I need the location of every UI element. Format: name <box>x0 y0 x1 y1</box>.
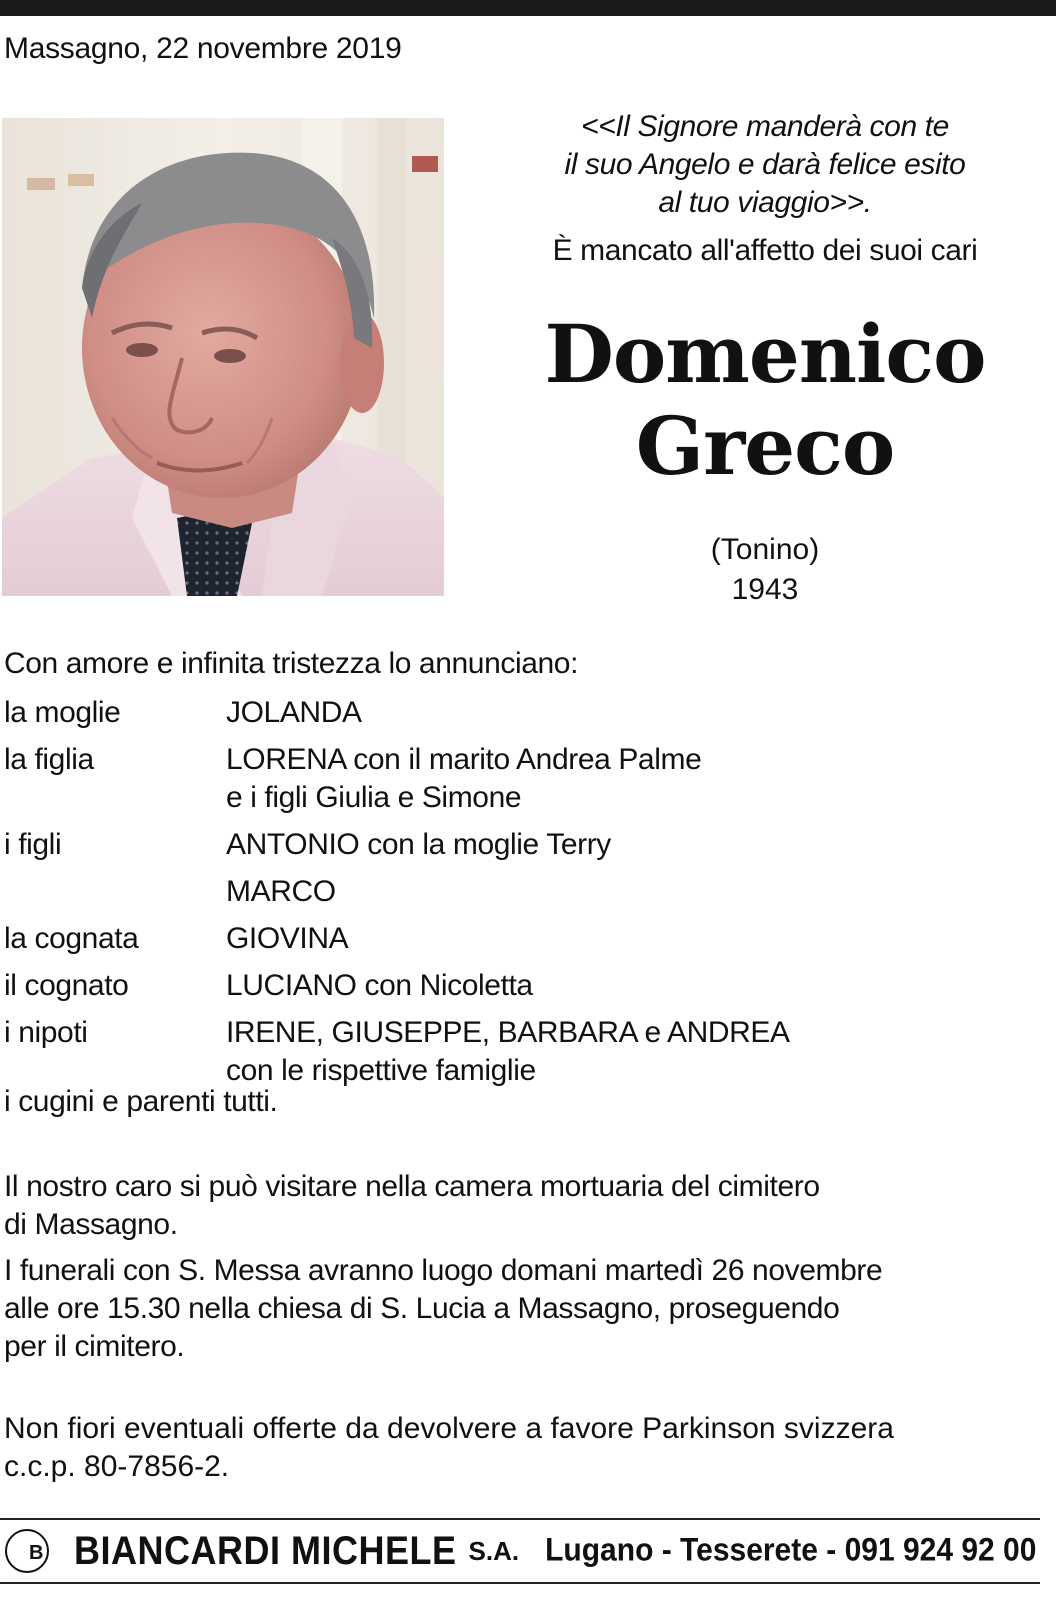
funeral-home-suffix: S.A. <box>468 1535 520 1566</box>
closing-line: i cugini e parenti tutti. <box>4 1085 278 1118</box>
family-row <box>4 741 1044 817</box>
family-relation: la moglie <box>4 696 121 729</box>
family-row <box>4 873 1044 911</box>
passed-away-text: È mancato all'affetto dei suoi cari <box>552 234 978 267</box>
visitation-paragraph <box>4 1168 1044 1244</box>
deceased-name <box>480 308 1050 492</box>
family-names <box>226 967 533 1005</box>
last-name: Greco <box>635 399 895 493</box>
family-row <box>4 920 1044 958</box>
family-names <box>226 826 611 864</box>
family-names <box>226 1014 790 1090</box>
family-name-line: GIOVINA <box>226 922 349 955</box>
nickname: (Tonino) <box>710 533 820 566</box>
family-relation <box>4 873 226 911</box>
place-date: Massagno, 22 novembre 2019 <box>4 32 402 65</box>
family-name-line: IRENE, GIUSEPPE, BARBARA e ANDREA <box>226 1016 790 1049</box>
family-names <box>226 873 336 911</box>
quote-line: il suo Angelo e darà felice esito <box>564 148 966 181</box>
funeral-home-logo-icon <box>2 1526 52 1576</box>
paragraph-line: Non fiori eventuali offerte da devolvere a favore Parkinson svizzera <box>4 1412 894 1445</box>
family-row <box>4 967 1044 1005</box>
family-relation: la cognata <box>4 922 139 955</box>
family-name-line: LUCIANO con Nicoletta <box>226 969 533 1002</box>
portrait-photo <box>2 118 444 596</box>
family-name-line: ANTONIO con la moglie Terry <box>226 828 611 861</box>
family-names <box>226 741 701 817</box>
family-name-line: e i figli Giulia e Simone <box>226 781 522 814</box>
announcement: Con amore e infinita tristezza lo annunciano: <box>4 647 579 680</box>
family-name-line: JOLANDA <box>226 696 362 729</box>
birth-year: 1943 <box>731 573 799 606</box>
family-name-line: MARCO <box>226 875 336 908</box>
family-list <box>4 694 1044 1099</box>
family-relation: i figli <box>4 828 62 861</box>
funeral-home-name: BIANCARDI MICHELE <box>74 1527 457 1573</box>
paragraph-line: alle ore 15.30 nella chiesa di S. Lucia a Massagno, proseguendo <box>4 1292 840 1325</box>
paragraph-line: Il nostro caro si può visitare nella camera mortuaria del cimitero <box>4 1170 820 1203</box>
family-name-line: LORENA con il marito Andrea Palme <box>226 743 702 776</box>
funeral-home-contacts: Lugano - Tesserete - 091 924 92 00 <box>545 1532 1037 1569</box>
first-name: Domenico <box>544 307 986 401</box>
paragraph-line: di Massagno. <box>4 1208 178 1241</box>
paragraph-line: per il cimitero. <box>4 1330 185 1363</box>
top-rule <box>0 0 1056 16</box>
family-relation: i nipoti <box>4 1016 88 1049</box>
logo-letter: B <box>29 1542 44 1564</box>
paragraph-line: c.c.p. 80-7856-2. <box>4 1450 230 1483</box>
family-names <box>226 920 348 958</box>
funeral-home-footer <box>0 1518 1040 1584</box>
family-name-line: con le rispettive famiglie <box>226 1054 536 1087</box>
nickname-and-year <box>500 530 1030 610</box>
scripture-quote <box>500 108 1030 222</box>
family-relation: la figlia <box>4 743 94 776</box>
funeral-paragraph <box>4 1252 1044 1366</box>
family-relation: il cognato <box>4 969 129 1002</box>
family-row <box>4 826 1044 864</box>
portrait-image <box>2 118 444 596</box>
paragraph-line: I funerali con S. Messa avranno luogo domani martedì 26 novembre <box>4 1254 883 1287</box>
quote-line: al tuo viaggio>>. <box>658 186 872 219</box>
family-names <box>226 694 362 732</box>
donation-paragraph <box>4 1410 1044 1486</box>
family-row <box>4 1014 1044 1090</box>
quote-line: <<Il Signore manderà con te <box>581 110 949 143</box>
family-row <box>4 694 1044 732</box>
